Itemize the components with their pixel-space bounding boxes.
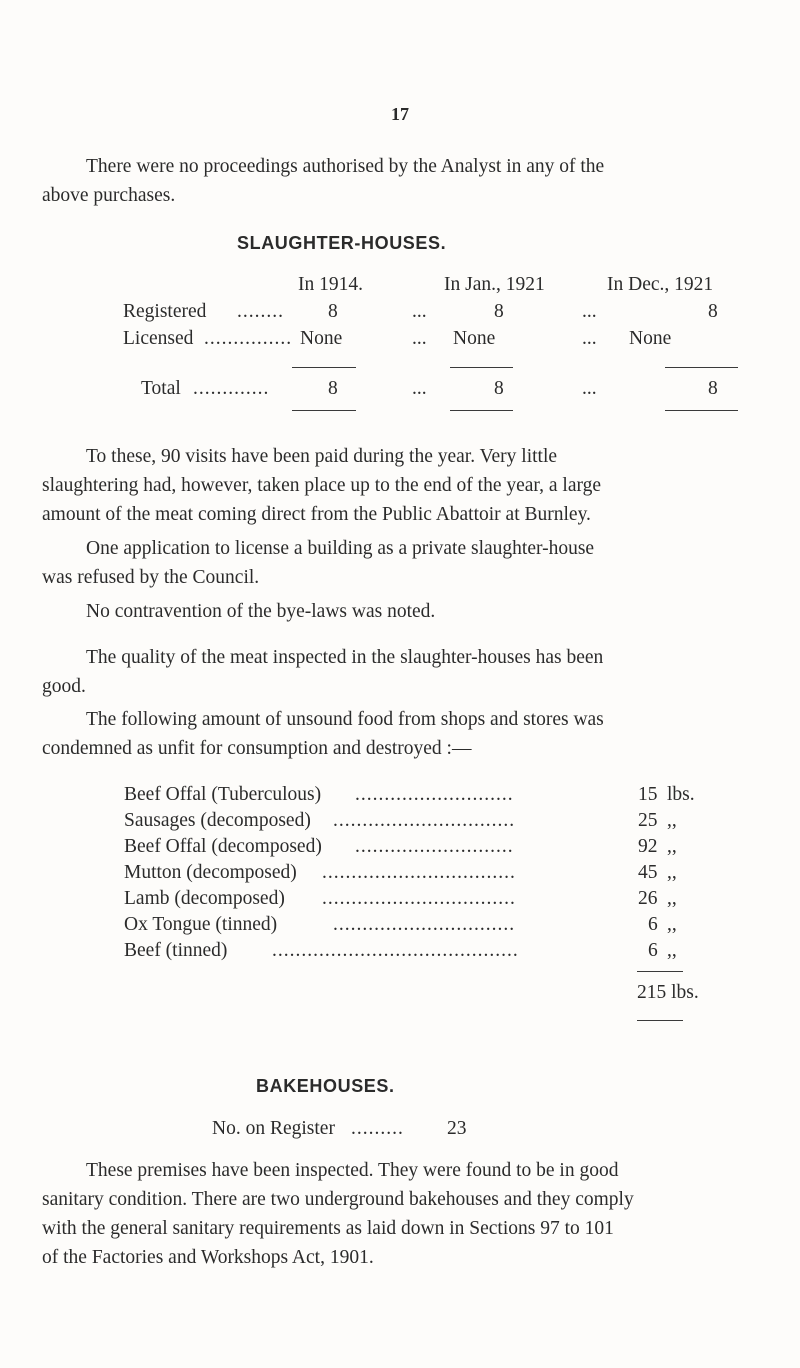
column-header: In Dec., 1921	[607, 274, 714, 295]
food-amount: 25	[638, 810, 658, 831]
list-item: Lamb (decomposed)	[124, 888, 285, 909]
table-cell: 8	[708, 301, 718, 322]
leader-dots: .........	[351, 1118, 404, 1139]
list-item: Beef Offal (Tuberculous)	[124, 784, 322, 805]
bakehouses-paragraph: These premises have been inspected. They were found to be in good sanitary condition. There are two underground bakehouses and they comply with the general sanitary requirements as laid down in Sections 97 to 101 of the Factories and Workshops Act, 1901.	[42, 1160, 634, 1268]
table-cell: 8	[494, 378, 504, 399]
leader-dots: ...............	[204, 328, 293, 349]
leader-dots: ...	[582, 301, 597, 322]
table-cell: 8	[328, 378, 338, 399]
list-item: Sausages (decomposed)	[124, 810, 311, 831]
table-cell: 8	[328, 301, 338, 322]
register-value: 23	[447, 1118, 467, 1139]
column-header: In 1914.	[298, 274, 363, 295]
visits-paragraph: To these, 90 visits have been paid during the year. Very little slaughtering had, however, taken place up to the end of the year, a large amount of the meat coming direct from the Public Abattoir at Burnley.	[42, 446, 602, 525]
table-cell: 8	[494, 301, 504, 322]
food-unit: ,,	[667, 940, 677, 961]
food-total: 215 lbs.	[637, 982, 699, 1003]
divider-line	[292, 410, 356, 411]
food-unit: ,,	[667, 888, 677, 909]
food-amount: 15	[638, 784, 658, 805]
table-cell: None	[300, 328, 343, 349]
page-number: 17	[391, 104, 409, 124]
table-cell: None	[453, 328, 496, 349]
leader-dots: ...............................	[333, 914, 516, 935]
leader-dots: ...........................	[355, 784, 514, 805]
list-item: Beef Offal (decomposed)	[124, 836, 322, 857]
leader-dots: .................................	[322, 862, 516, 883]
food-unit: ,,	[667, 862, 677, 883]
list-item: Beef (tinned)	[124, 940, 228, 961]
food-amount: 6	[648, 914, 658, 935]
food-unit: ,,	[667, 836, 677, 857]
food-unit: ,,	[667, 810, 677, 831]
unsound-food-paragraph: The following amount of unsound food from shops and stores was condemned as unfit for consumption and destroyed :—	[42, 709, 604, 759]
leader-dots: ...........................	[355, 836, 514, 857]
row-label-total: Total	[141, 378, 181, 399]
divider-line	[637, 971, 683, 972]
leader-dots: ...............................	[333, 810, 516, 831]
leader-dots: ...	[412, 378, 427, 399]
leader-dots: ...	[582, 378, 597, 399]
leader-dots: ...	[412, 328, 427, 349]
divider-line	[665, 410, 738, 411]
quality-paragraph: The quality of the meat inspected in the slaughter-houses has been good.	[42, 647, 604, 697]
slaughter-houses-heading: SLAUGHTER-HOUSES.	[237, 233, 447, 253]
intro-paragraph: There were no proceedings authorised by the Analyst in any of the above purchases.	[42, 156, 605, 206]
food-amount: 6	[648, 940, 658, 961]
food-amount: 45	[638, 862, 658, 883]
divider-line	[665, 367, 738, 368]
divider-line	[292, 367, 356, 368]
food-amount: 92	[638, 836, 658, 857]
table-cell: 8	[708, 378, 718, 399]
food-unit: ,,	[667, 914, 677, 935]
leader-dots: ...	[582, 328, 597, 349]
leader-dots: .............	[193, 378, 270, 399]
leader-dots: .................................	[322, 888, 516, 909]
leader-dots: ...	[412, 301, 427, 322]
row-label-licensed: Licensed	[123, 328, 194, 349]
row-label-registered: Registered	[123, 301, 207, 322]
divider-line	[450, 410, 513, 411]
register-label: No. on Register	[212, 1118, 335, 1139]
list-item: Ox Tongue (tinned)	[124, 914, 278, 935]
list-item: Mutton (decomposed)	[124, 862, 297, 883]
divider-line	[450, 367, 513, 368]
food-unit: lbs.	[667, 784, 695, 805]
leader-dots: ........	[237, 301, 284, 322]
food-amount: 26	[638, 888, 658, 909]
byelaws-paragraph: No contravention of the bye-laws was noted.	[86, 601, 436, 622]
bakehouses-heading: BAKEHOUSES.	[256, 1076, 395, 1096]
divider-line	[637, 1020, 683, 1021]
table-cell: None	[629, 328, 672, 349]
licence-paragraph: One application to license a building as a private slaughter-house was refused by the Council.	[42, 538, 595, 588]
column-header: In Jan., 1921	[444, 274, 545, 295]
leader-dots: ..........................................	[272, 940, 519, 961]
